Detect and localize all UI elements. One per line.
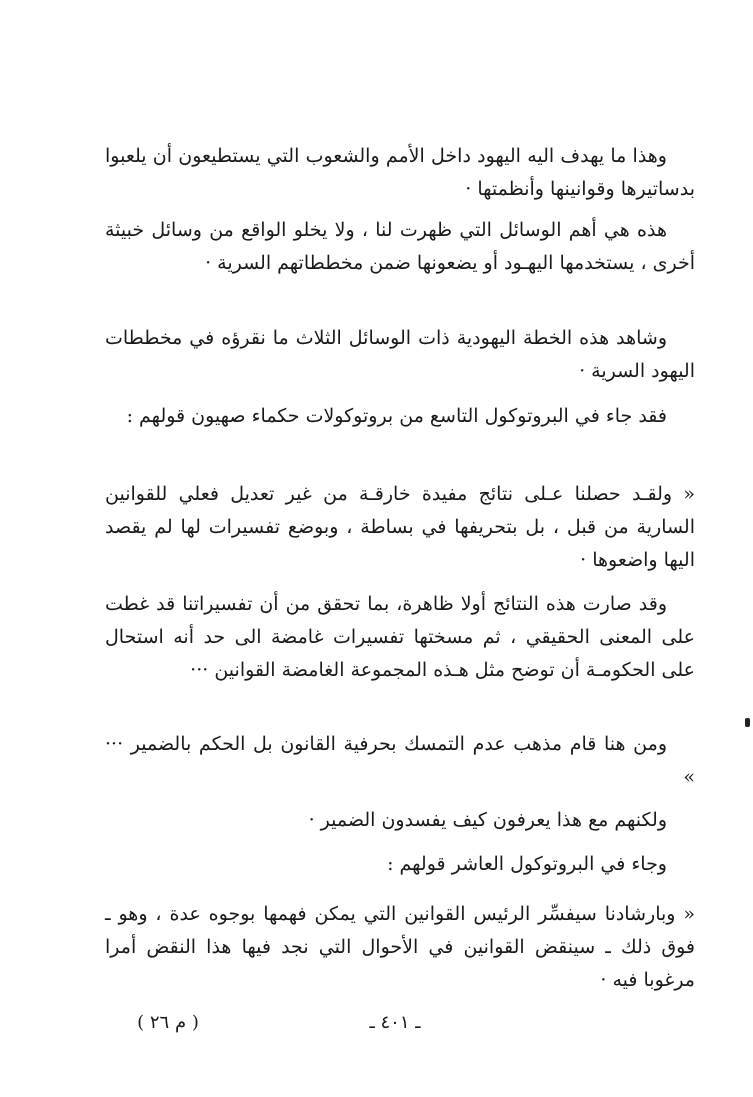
quote-paragraph-1: « ولقـد حصلنا عـلى نتائج مفيدة خارقـة من غير تعديل فعلي للقوانين السارية من قبل ، بل بتحريفها في بساطة ، وبوضع تفسيرات لها لم يقصد اليها واضعوها · [105, 483, 695, 571]
page-footer [0, 1012, 753, 1042]
paragraph-6: وجاء في البروتوكول العاشر قولهم : [387, 853, 667, 875]
quote-paragraph-3: ومن هنا قام مذهب عدم التمسك بحرفية القانون بل الحكم بالضمير ··· » [105, 733, 695, 788]
quote-paragraph-4: « وبارشادنا سيفسِّر الرئيس القوانين التي يمكن فهمها بوجوه عدة ، وهو ـ فوق ذلك ـ سينقض القوانين في الأحوال التي نجد فيها هذا النقض أمرا مرغوبا فيه · [105, 903, 695, 991]
paragraph-5: ولكنهم مع هذا يعرفون كيف يفسدون الضمير · [308, 809, 667, 831]
paragraph-2: هذه هي أهم الوسائل التي ظهرت لنا ، ولا يخلو الواقع من وسائل خبيثة أخرى ، يستخدمها اليهـود أو يضعونها ضمن مخططاتهم السرية · [105, 219, 695, 274]
signature-mark: ( م ٢٦ ) [137, 1012, 199, 1033]
page-number: ـ ٤٠١ ـ [369, 1012, 421, 1033]
quote-paragraph-2: وقد صارت هذه النتائج أولا ظاهرة، بما تحقق من أن تفسيراتنا قد غطت على المعنى الحقيقي ، ثم مسختها تفسيرات غامضة الى حد أنه استحال على الحكومـة أن توضح مثل هـذه المجموعة الغامضة القوانين ··· [105, 593, 695, 681]
paragraph-3: وشاهد هذه الخطة اليهودية ذات الوسائل الثلاث ما نقرؤه في مخططات اليهود السرية · [105, 327, 695, 382]
paragraph-4: فقد جاء في البروتوكول التاسع من بروتوكولات حكماء صهيون قولهم : [126, 405, 667, 427]
paragraph-1: وهذا ما يهدف اليه اليهود داخل الأمم والشعوب التي يستطيعون أن يلعبوا بدساتيرها وقوانينها وأنظمتها · [105, 145, 695, 200]
margin-mark [745, 718, 750, 727]
